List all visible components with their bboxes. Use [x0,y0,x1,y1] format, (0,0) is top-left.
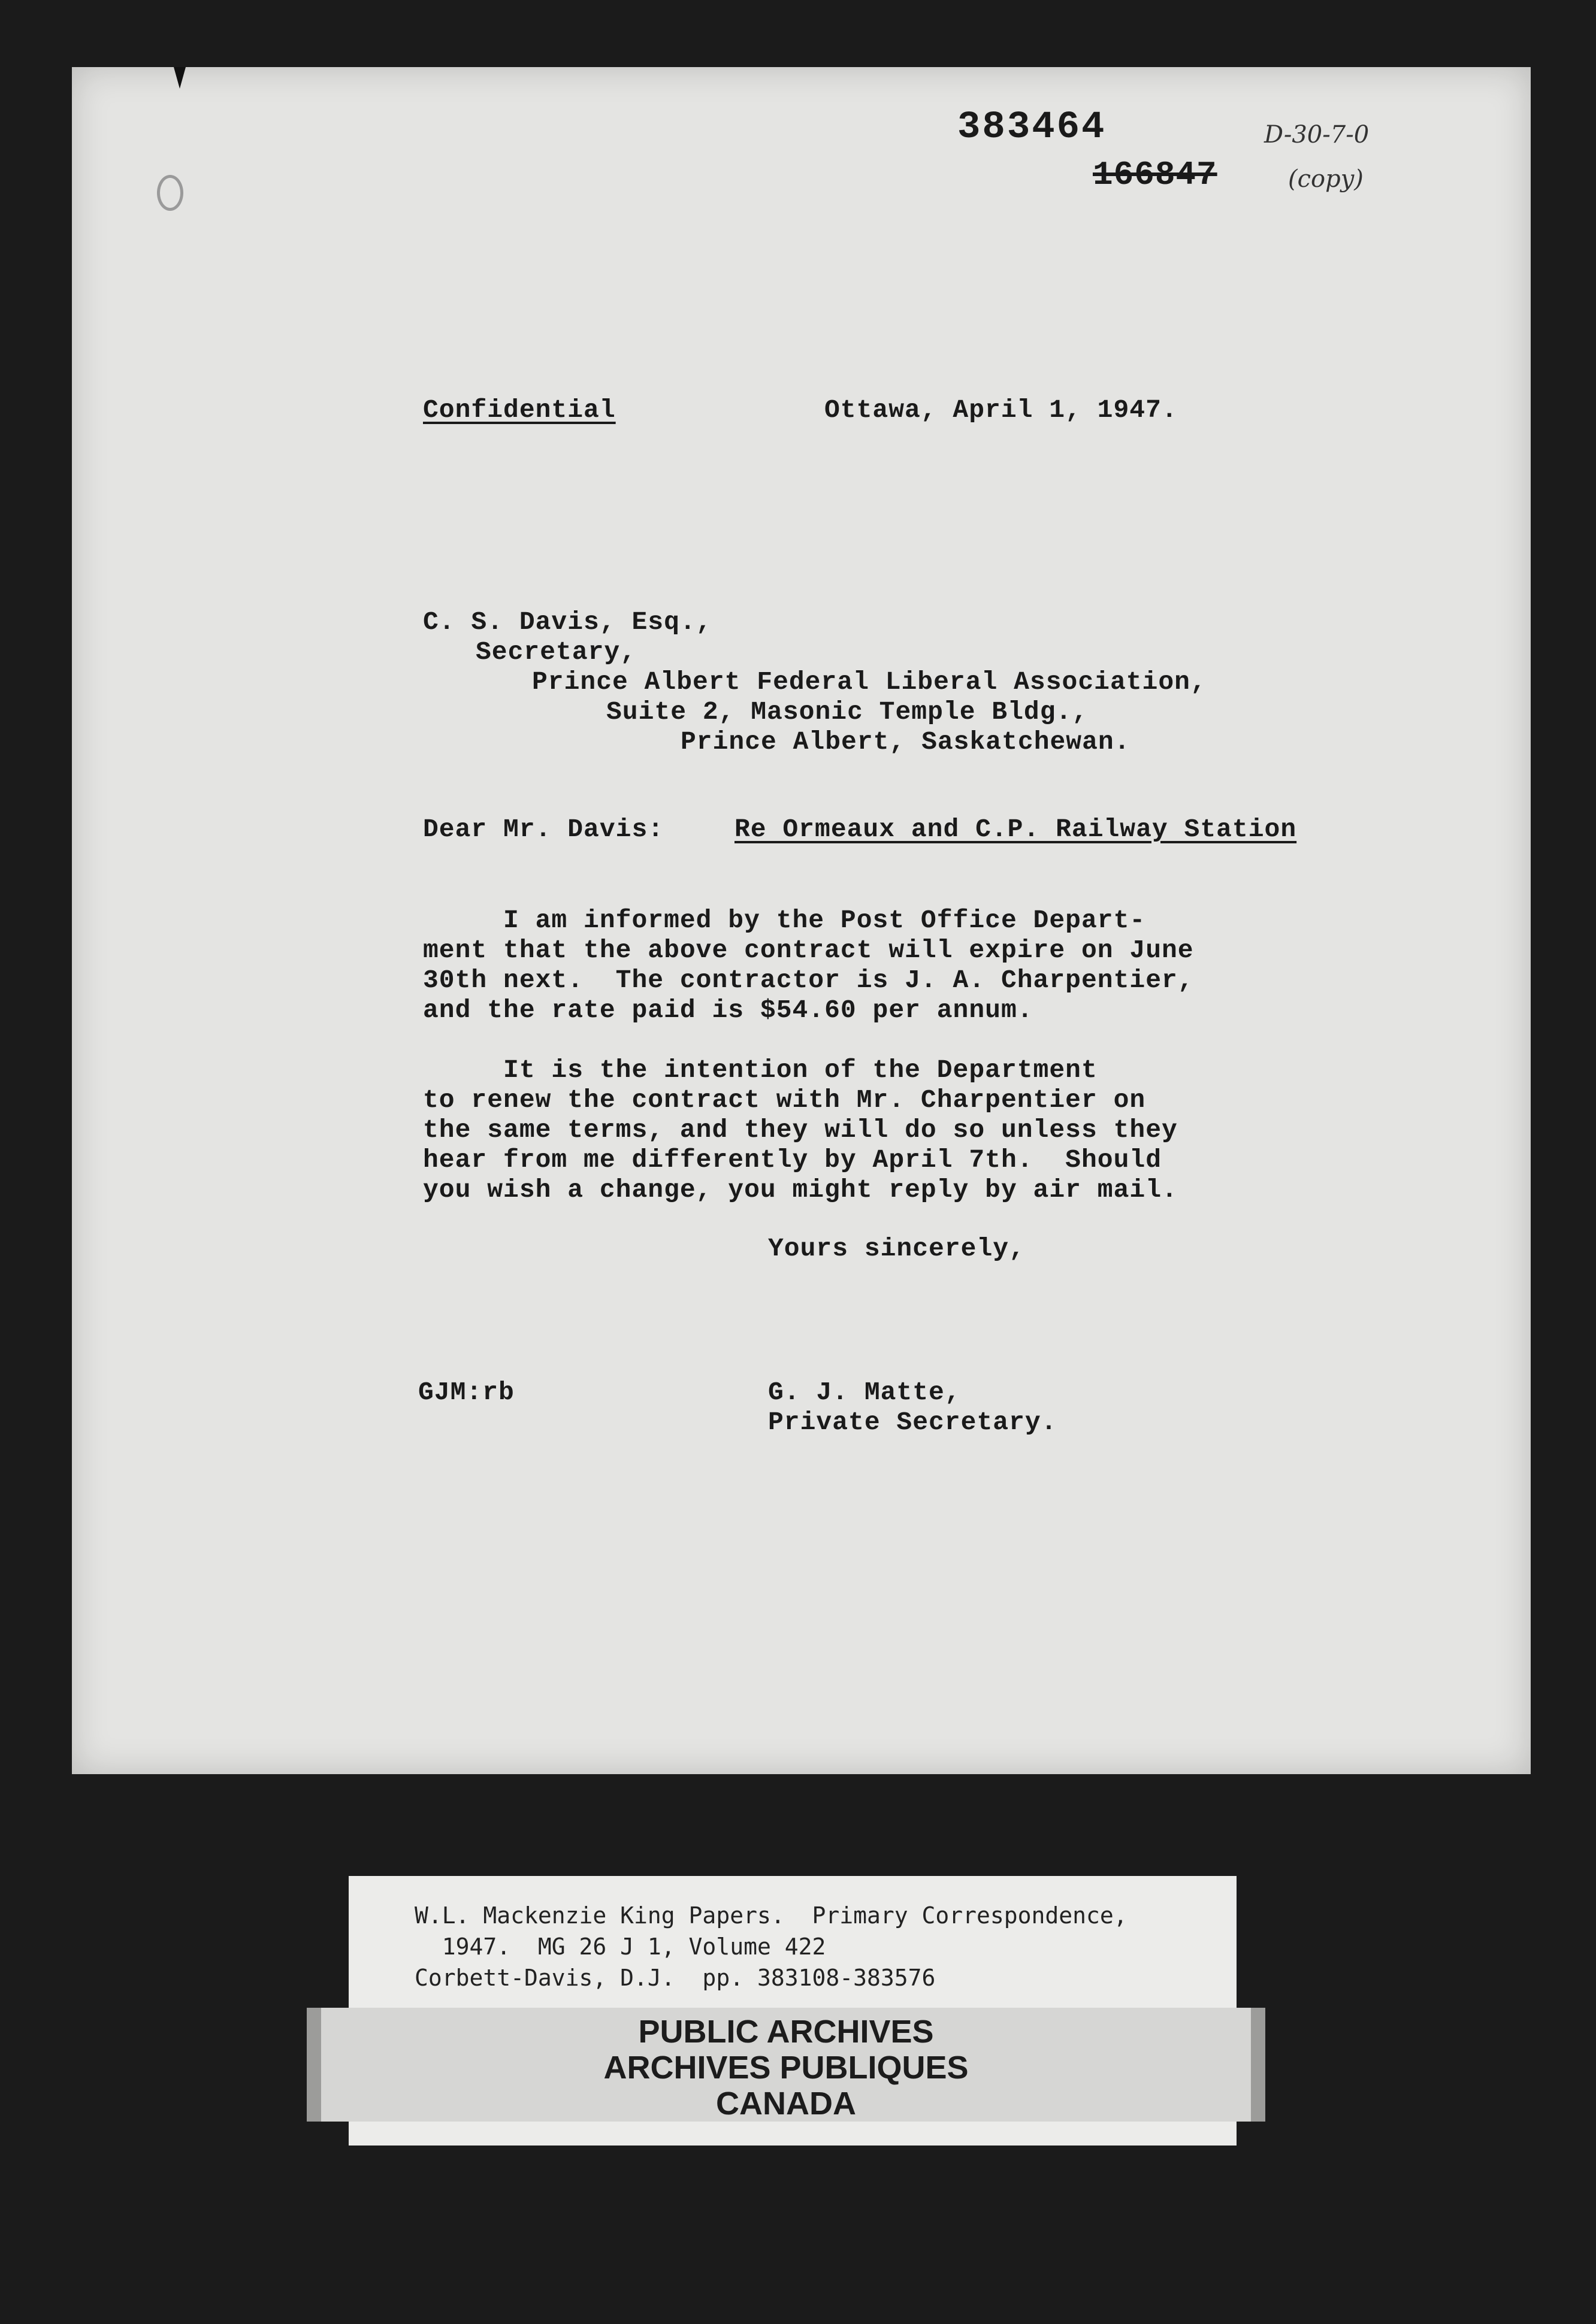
signer-title: Private Secretary. [768,1408,1057,1437]
archive-stamp [307,2008,1265,2122]
handwritten-reference: D-30-7-0 [1264,121,1370,149]
archive-label-line: Corbett-Davis, D.J. pp. 383108-383576 [415,1965,936,1991]
handwritten-note: (copy) [1288,165,1364,193]
punch-hole-mark [157,175,183,211]
salutation: Dear Mr. Davis: [423,815,664,844]
signer-name: G. J. Matte, [768,1378,961,1407]
closing: Yours sincerely, [768,1234,1025,1263]
corner-tick-mark [174,67,186,89]
paragraph-1-line: 30th next. The contractor is J. A. Charpentier, [423,966,1194,995]
recipient-street: Suite 2, Masonic Temple Bldg., [606,697,1089,727]
recipient-title: Secretary, [476,637,637,667]
subject-line: Re Ormeaux and C.P. Railway Station [734,815,1297,844]
stamp-line: CANADA [716,2086,856,2122]
typist-initials: GJM:rb [418,1378,515,1407]
paragraph-2-line: the same terms, and they will do so unless they [423,1115,1178,1145]
recipient-organization: Prince Albert Federal Liberal Association, [532,667,1207,697]
recipient-city: Prince Albert, Saskatchewan. [681,727,1130,756]
classification-heading: Confidential [423,395,616,425]
body-paragraph-1 [423,906,1194,1025]
recipient-name: C. S. Davis, Esq., [423,607,712,637]
paragraph-1-line: ment that the above contract will expire on June [423,936,1194,965]
paragraph-2-line: hear from me differently by April 7th. Should [423,1145,1162,1175]
paragraph-1-line: I am informed by the Post Office Depart- [423,906,1146,935]
stamp-line: PUBLIC ARCHIVES [638,2014,934,2050]
paragraph-1-line: and the rate paid is $54.60 per annum. [423,995,1033,1025]
archive-label-line: W.L. Mackenzie King Papers. Primary Correspondence, [415,1902,1128,1929]
body-paragraph-2 [423,1055,1178,1205]
file-number: 383464 [957,106,1107,149]
old-file-number: 166847 [1093,156,1217,194]
place-and-date: Ottawa, April 1, 1947. [824,395,1178,425]
paragraph-2-line: to renew the contract with Mr. Charpentier on [423,1085,1146,1115]
letter-page [72,67,1531,1774]
paragraph-2-line: It is the intention of the Department [423,1055,1098,1085]
paragraph-2-line: you wish a change, you might reply by air mail. [423,1175,1178,1205]
stamp-line: ARCHIVES PUBLIQUES [603,2050,969,2086]
archive-label-line: 1947. MG 26 J 1, Volume 422 [415,1933,826,1960]
